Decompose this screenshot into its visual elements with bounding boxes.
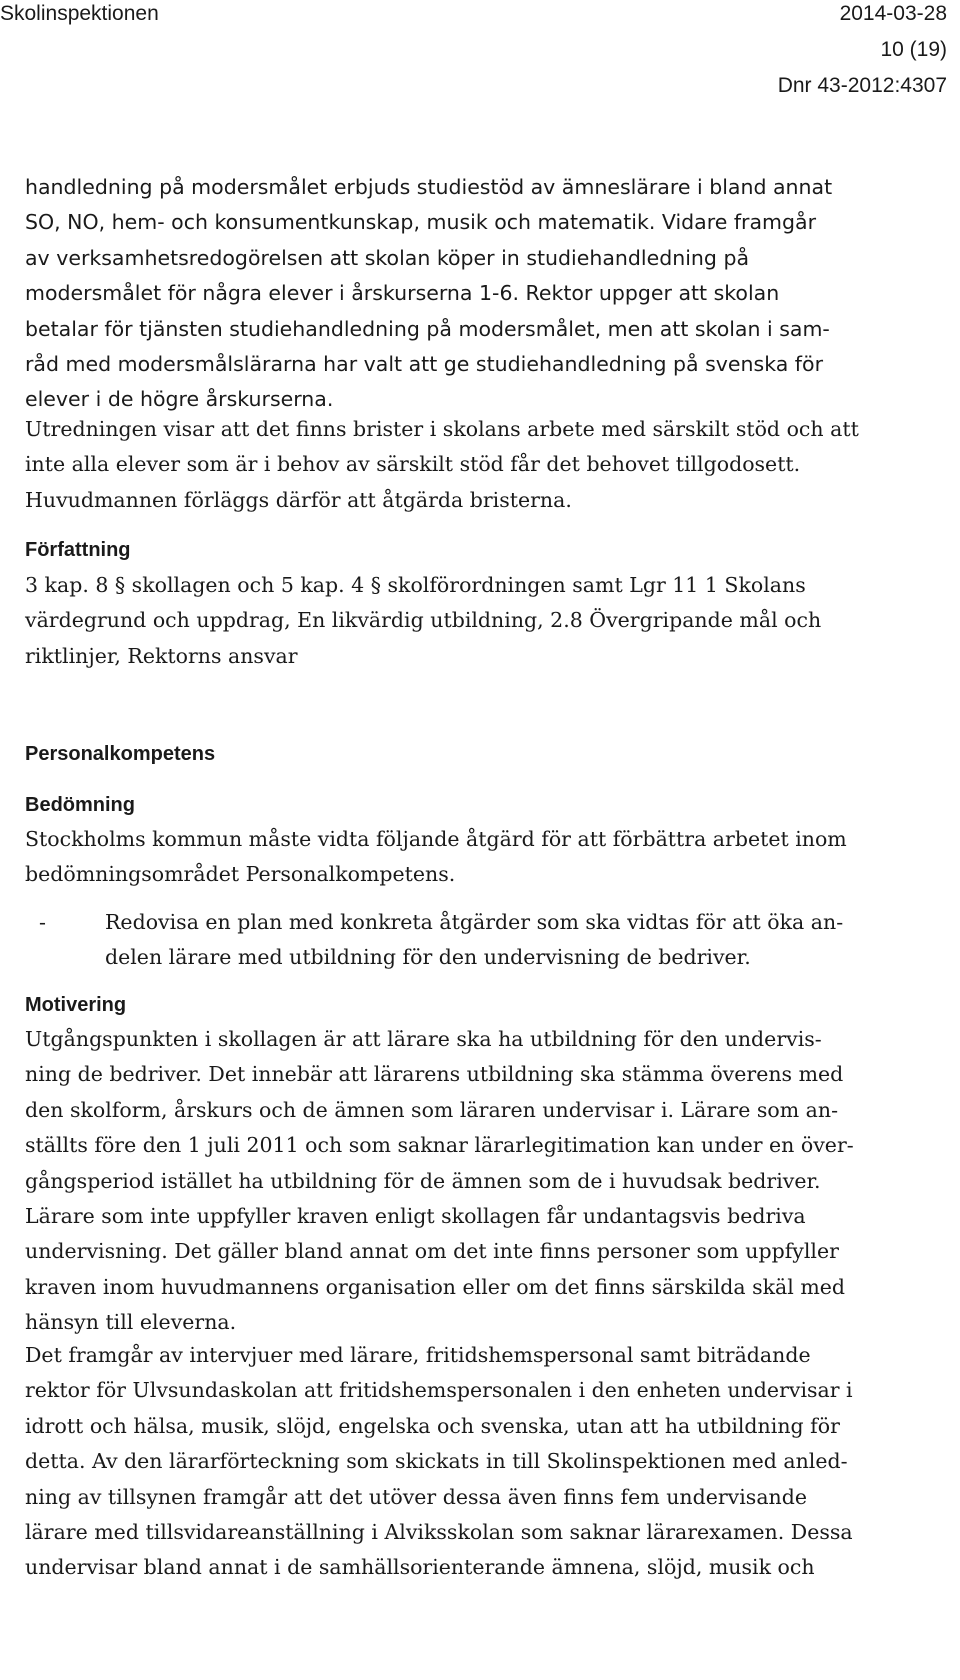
registration-number: Dnr 43-2012:4307 <box>777 74 947 97</box>
text-line: undervisar bland annat i de samhällsorienterande ämnena, slöjd, musik och <box>25 1555 815 1580</box>
text-line: rektor för Ulvsundaskolan att fritidshemspersonalen i den enheten undervisar i <box>25 1378 853 1403</box>
text-line: av verksamhetsredogörelsen att skolan köper in studiehandledning på <box>25 245 750 270</box>
organization-name: Skolinspektionen <box>0 2 159 25</box>
document-date: 2014-03-28 <box>839 2 947 25</box>
heading-motivering: Motivering <box>25 994 127 1016</box>
text-line: SO, NO, hem- och konsumentkunskap, musik och matematik. Vidare framgår <box>25 210 817 235</box>
text-line: delen lärare med utbildning för den undervisning de bedriver. <box>105 945 751 970</box>
text-line: Det framgår av intervjuer med lärare, fritidshemspersonal samt biträdande <box>25 1343 811 1367</box>
text-line: den skolform, årskurs och de ämnen som läraren undervisar i. Lärare som an- <box>25 1097 839 1122</box>
text-line: riktlinjer, Rektorns ansvar <box>25 643 298 668</box>
text-line: råd med modersmålslärarna har valt att ge studiehandledning på svenska för <box>25 352 823 377</box>
bullet-text <box>105 905 843 976</box>
text-line: Utredningen visar att det finns brister i skolans arbete med särskilt stöd och att <box>25 417 859 441</box>
paragraph-intervjuer <box>25 1338 935 1586</box>
text-line: ning av tillsynen framgår att det utöver dessa även finns fem undervisande <box>25 1484 808 1509</box>
text-line: Huvudmannen förläggs därför att åtgärda bristerna. <box>25 487 572 512</box>
page-number: 10 (19) <box>880 38 947 61</box>
text-line: handledning på modersmålet erbjuds studiestöd av ämneslärare i bland annat <box>25 175 833 199</box>
heading-bedomning: Bedömning <box>25 794 135 816</box>
text-line: modersmålet för några elever i årskurserna 1-6. Rektor uppger att skolan <box>25 281 780 306</box>
text-line: inte alla elever som är i behov av särskilt stöd får det behovet tillgodosett. <box>25 452 801 477</box>
text-line: hänsyn till eleverna. <box>25 1310 237 1335</box>
paragraph-forfattning <box>25 568 935 674</box>
text-line: elever i de högre årskurserna. <box>25 387 334 412</box>
text-line: ställts före den 1 juli 2011 och som saknar lärarlegitimation kan under en över- <box>25 1133 854 1158</box>
text-line: ning de bedriver. Det innebär att lärarens utbildning ska stämma överens med <box>25 1062 844 1087</box>
paragraph-bedomning <box>25 822 935 893</box>
text-line: kraven inom huvudmannens organisation eller om det finns särskilda skäl med <box>25 1274 846 1299</box>
heading-forfattning: Författning <box>25 539 131 561</box>
text-line: Lärare som inte uppfyller kraven enligt skollagen får undantagsvis bedriva <box>25 1204 806 1229</box>
text-line: Stockholms kommun måste vidta följande åtgärd för att förbättra arbetet inom <box>25 827 847 851</box>
paragraph-studiehandledning <box>25 170 935 418</box>
bullet-dash: - <box>39 910 46 934</box>
text-line: undervisning. Det gäller bland annat om det inte finns personer som uppfyller <box>25 1239 839 1264</box>
text-line: lärare med tillsvidareanställning i Alviksskolan som saknar lärarexamen. Dessa <box>25 1520 853 1545</box>
paragraph-motivering <box>25 1022 935 1341</box>
text-line: 3 kap. 8 § skollagen och 5 kap. 4 § skolförordningen samt Lgr 11 1 Skolans <box>25 573 806 597</box>
text-line: bedömningsområdet Personalkompetens. <box>25 862 456 887</box>
heading-personalkompetens: Personalkompetens <box>25 743 216 765</box>
text-line: betalar för tjänsten studiehandledning på modersmålet, men att skolan i sam- <box>25 316 830 341</box>
text-line: Redovisa en plan med konkreta åtgärder som ska vidtas för att öka an- <box>105 910 844 934</box>
text-line: värdegrund och uppdrag, En likvärdig utbildning, 2.8 Övergripande mål och <box>25 608 822 633</box>
text-line: idrott och hälsa, musik, slöjd, engelska och svenska, utan att ha utbildning för <box>25 1413 840 1438</box>
paragraph-utredningen <box>25 412 935 518</box>
text-line: detta. Av den lärarförteckning som skickats in till Skolinspektionen med anled- <box>25 1449 848 1474</box>
text-line: Utgångspunkten i skollagen är att lärare ska ha utbildning för den undervis- <box>25 1027 822 1051</box>
text-line: gångsperiod istället ha utbildning för de ämnen som de i huvudsak bedriver. <box>25 1168 821 1193</box>
